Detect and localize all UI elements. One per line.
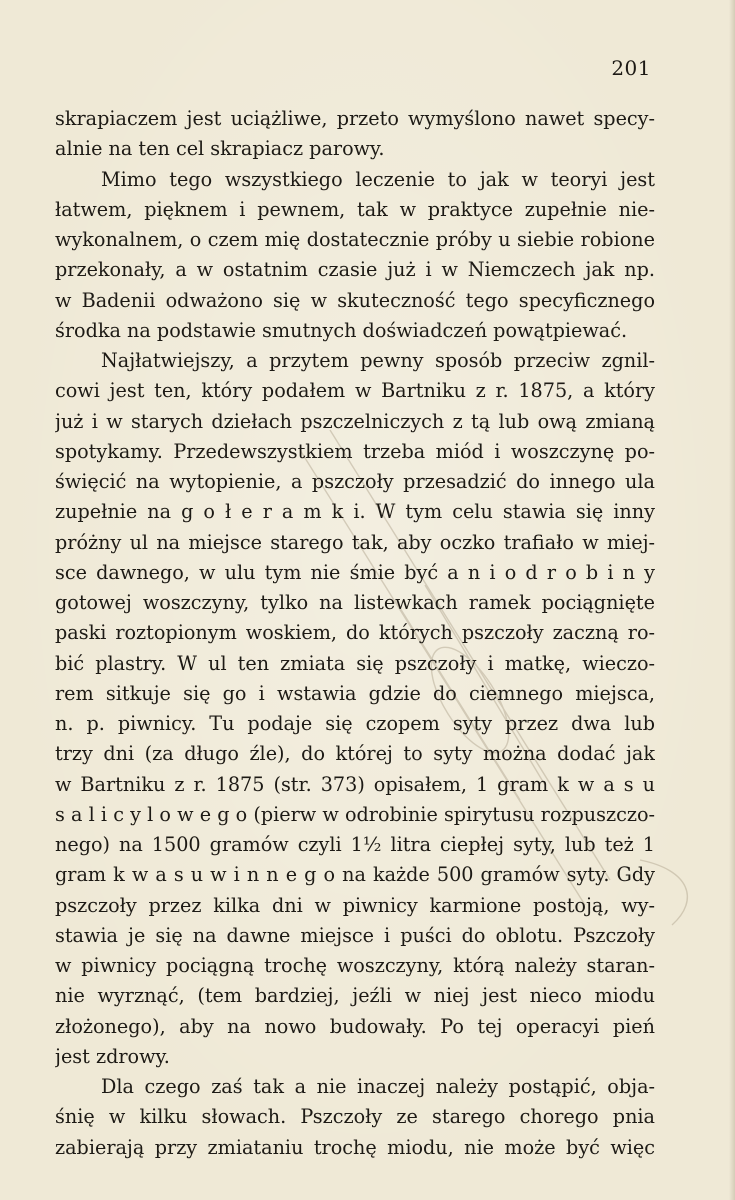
body-text	[55, 104, 655, 1163]
text-line: wykonalnem, o czem mię dostatecznie próby u siebie robione	[55, 228, 655, 251]
text-line: n. p. piwnicy. Tu podaje się czopem syty przez dwa lub	[55, 712, 655, 735]
text-line: śnię w kilku słowach. Pszczoły ze starego chorego pnia	[55, 1105, 655, 1129]
text-line: łatwem, pięknem i pewnem, tak w praktyce zupełnie nie-	[55, 197, 655, 221]
text-line: rem sitkuje się go i wstawia gdzie do ciemnego miejsca,	[55, 681, 655, 705]
text-line: Najłatwiejszy, a przytem pewny sposób przeciw zgnil-	[101, 349, 655, 372]
page-edge-shadow	[729, 0, 735, 1200]
text-line: zupełnie na g o ł e r a m k i. W tym celu stawia się inny	[55, 500, 655, 524]
text-line: próżny ul na miejsce starego tak, aby oczko trafiało w miej-	[55, 530, 655, 554]
text-line: Mimo tego wszystkiego leczenie to jak w teoryi jest	[101, 167, 655, 191]
text-line: trzy dni (za długo źle), do której to syty można dodać jak	[55, 742, 655, 766]
text-line: pszczoły przez kilka dni w piwnicy karmione postoją, wy-	[55, 893, 655, 917]
text-line: święcić na wytopienie, a pszczoły przesadzić do innego ula	[55, 470, 655, 493]
text-line: Dla czego zaś tak a nie inaczej należy postąpić, obja-	[101, 1075, 655, 1098]
text-line: zabierają przy zmiataniu trochę miodu, nie może być więc	[55, 1135, 655, 1159]
text-line: alnie na ten cel skrapiacz parowy.	[55, 137, 385, 161]
text-line: bić plastry. W ul ten zmiata się pszczoły i matkę, wieczo-	[55, 651, 655, 675]
text-line: już i w starych dziełach pszczelniczych z tą lub ową zmianą	[55, 409, 655, 433]
text-line: skrapiaczem jest uciążliwe, przeto wymyślono nawet specy-	[55, 107, 655, 130]
text-line: sce dawnego, w ulu tym nie śmie być a n i o d r o b i n y	[55, 560, 655, 584]
text-line: cowi jest ten, który podałem w Bartniku z r. 1875, a który	[55, 379, 655, 403]
text-line: stawia je się na dawne miejsce i puści do oblotu. Pszczoły	[55, 923, 655, 947]
text-line: w Badenii odważono się w skuteczność tego specyficznego	[55, 288, 655, 312]
text-line: jest zdrowy.	[55, 1044, 170, 1068]
text-line: w piwnicy pociągną trochę woszczyny, którą należy staran-	[55, 954, 655, 977]
text-line: w Bartniku z r. 1875 (str. 373) opisałem, 1 gram k w a s u	[55, 772, 655, 796]
text-line: s a l i c y l o w e g o (pierw w odrobinie spirytusu rozpuszczo-	[55, 802, 655, 826]
text-line: nie wyrznąć, (tem bardziej, jeźli w niej jest nieco miodu	[55, 984, 655, 1008]
text-line: gram k w a s u w i n n e g o na każde 500 gramów syty. Gdy	[55, 863, 655, 887]
page-number: 201	[611, 56, 651, 80]
text-line: nego) na 1500 gramów czyli 1½ litra ciepłej syty, lub też 1	[55, 833, 655, 856]
text-line: przekonały, a w ostatnim czasie już i w Niemczech jak np.	[55, 258, 655, 282]
text-line: spotykamy. Przedewszystkiem trzeba miód i woszczynę po-	[55, 439, 655, 463]
text-line: gotowej woszczyny, tylko na listewkach ramek pociągnięte	[55, 591, 655, 614]
text-line: środka na podstawie smutnych doświadczeń powątpiewać.	[55, 318, 628, 342]
text-line: paski roztopionym woskiem, do których pszczoły zaczną ro-	[55, 621, 655, 645]
text-line: złożonego), aby na nowo budowały. Po tej operacyi pień	[55, 1014, 655, 1038]
